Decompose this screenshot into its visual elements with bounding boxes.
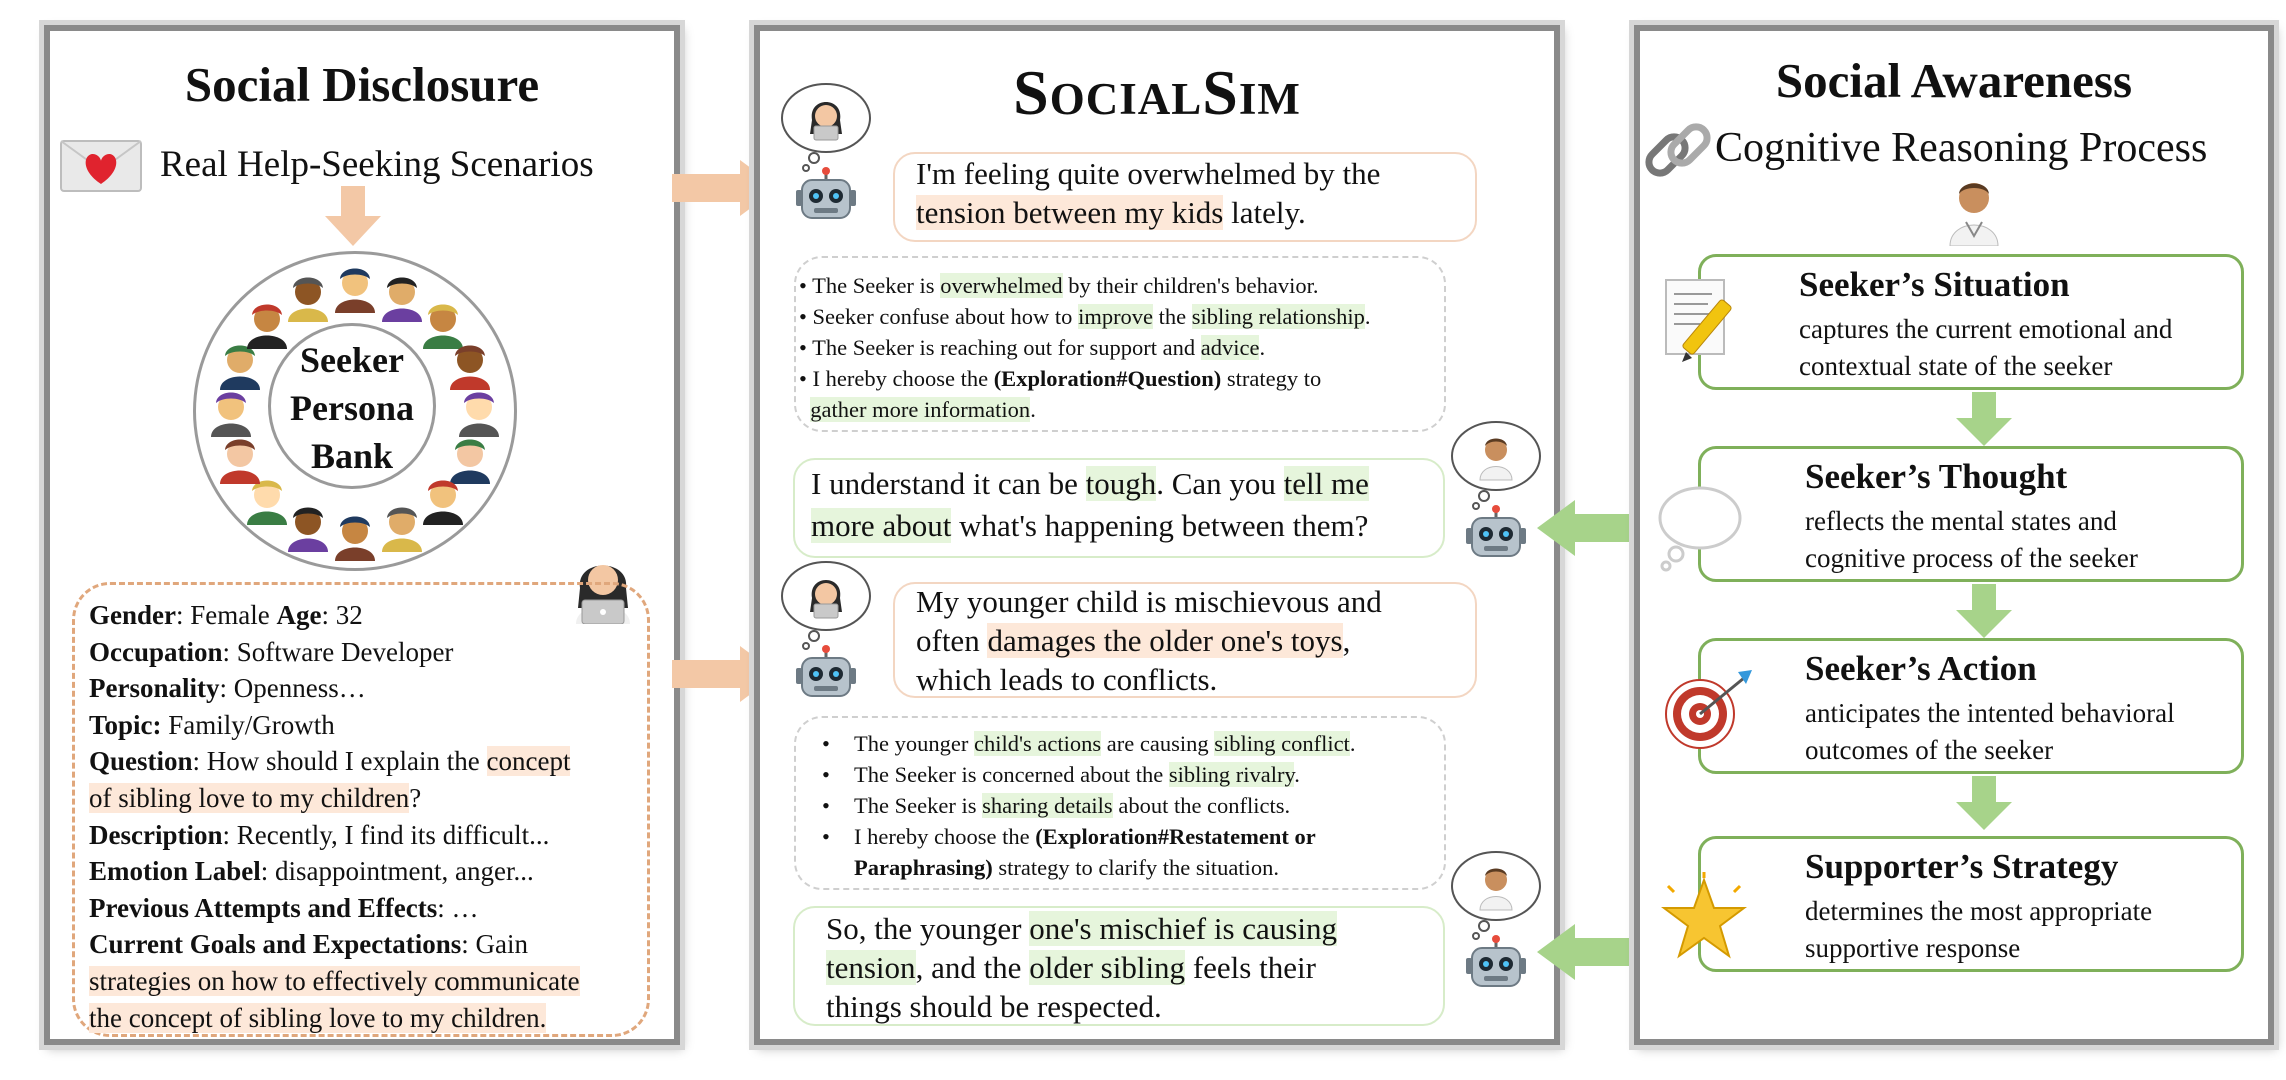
r2l4-a: I hereby choose the [854, 824, 1036, 849]
r1l2-hl2: sibling relationship [1191, 304, 1365, 329]
msg4-line1 [826, 909, 1337, 948]
down-arrow [1954, 776, 2014, 837]
goals-value: : Gain [461, 929, 529, 960]
msg4-hl2: tension [826, 950, 916, 985]
r2l1-hl2: sibling conflict [1214, 731, 1350, 756]
reason1-line5: gather more information. [810, 397, 1036, 422]
left-arrow-awareness-2 [1537, 924, 1641, 985]
stage-description [1805, 695, 2175, 769]
stage-description [1805, 893, 2152, 967]
r1l4-strategy: (Exploration#Question) [993, 366, 1222, 391]
reason2-line3: • The Seeker is sharing details about the conflicts. [822, 793, 1291, 818]
r1l4-b: strategy to [1221, 366, 1322, 391]
r2l1-hl: child's actions [973, 731, 1102, 756]
down-arrow [1954, 584, 2014, 645]
persona-card [72, 582, 650, 1037]
persona-attempts [89, 890, 647, 927]
emotion-value: : disappointment, anger... [260, 856, 534, 887]
bank-line-1: Seeker [300, 340, 404, 380]
scientist-avatar-icon [282, 270, 334, 327]
persona-bank-label [268, 336, 436, 480]
stage-box [1698, 836, 2244, 972]
persona-goals-cont-2 [89, 1000, 647, 1037]
reason2-line5 [822, 852, 1355, 883]
persona-question-cont [89, 780, 647, 817]
question-highlight: concept [486, 746, 571, 777]
msg2-hl3: more about [811, 508, 952, 543]
persona-goals [89, 926, 647, 963]
r2l3-b: about the conflicts. [1112, 793, 1291, 818]
r1l3-hl: advice [1200, 335, 1260, 360]
stage-desc-line1: determines the most appropriate [1805, 896, 2153, 926]
r2l2-a: The Seeker is concerned about the [854, 762, 1169, 787]
description-value: : Recently, I find its difficult... [222, 819, 550, 850]
supporter-message-1-text [811, 463, 1369, 547]
stage-box [1698, 638, 2244, 774]
stage-desc-line1: reflects the mental states and [1805, 506, 2117, 536]
doctor-avatar-icon [1946, 176, 2002, 251]
down-arrow [1954, 392, 2014, 453]
msg3-hl: damages the older one's toys [987, 623, 1343, 658]
msg3-a: often [916, 623, 988, 658]
left-arrow-awareness-1 [1537, 500, 1641, 561]
link-chain-icon [1640, 112, 1716, 193]
down-arrow [323, 186, 383, 253]
r2l2-hl: sibling rivalry [1168, 762, 1295, 787]
bank-line-2: Persona [290, 388, 414, 428]
supporter-robot-icon [1446, 848, 1546, 993]
stage-desc-line1: anticipates the intented behavioral [1805, 698, 2175, 728]
msg2-line2 [811, 505, 1369, 547]
r1l1-hl: overwhelmed [940, 273, 1063, 298]
seeker-robot-icon [776, 558, 876, 703]
stage-description [1799, 311, 2172, 385]
msg2-hl2: tell me [1283, 466, 1369, 501]
pilot-avatar-icon [329, 261, 381, 318]
msg4-hl3: older sibling [1029, 950, 1186, 985]
r2l3-hl: sharing details [982, 793, 1113, 818]
reason1-line3: • The Seeker is reaching out for support and advice. [799, 335, 1266, 360]
r2l1-b: are causing [1101, 731, 1215, 756]
question-label: Question [89, 746, 193, 777]
topic-label: Topic: [89, 709, 162, 740]
gender-value: : Female [176, 600, 277, 630]
persona-goals-cont [89, 963, 647, 1000]
persona-question [89, 743, 647, 780]
r1l5-hl: gather more information [810, 397, 1031, 422]
personality-value: : Openness… [219, 673, 366, 704]
msg2-a: I understand it can be [811, 466, 1086, 501]
thought-balloon-icon [1654, 478, 1750, 579]
goals-highlight-2: the concept of sibling love to my children. [89, 1002, 547, 1033]
goals-label: Current Goals and Expectations [89, 929, 462, 960]
r2l3-a: The Seeker is [854, 793, 983, 818]
envelope-heart-icon [60, 140, 142, 192]
stage-desc-line2: outcomes of the seeker [1805, 735, 2054, 765]
persona-topic [89, 707, 647, 744]
msg3-line3: which leads to conflicts. [916, 662, 1218, 697]
msg4-b: , and the [915, 950, 1030, 985]
reasoning-2-text [822, 728, 1355, 883]
stage-title: Seeker’s Thought [1805, 457, 2068, 496]
stage-title: Seeker’s Action [1805, 649, 2037, 688]
memo-icon [1660, 276, 1756, 377]
cognitive-subtitle: Cognitive Reasoning Process [1715, 125, 2208, 171]
age-value: : 32 [321, 600, 363, 630]
gender-label: Gender [89, 600, 176, 630]
stage-desc-line1: captures the current emotional and [1799, 314, 2173, 344]
personality-label: Personality [89, 673, 220, 704]
question-text: : How should I explain the [192, 746, 487, 777]
stage-title: Seeker’s Situation [1799, 265, 2070, 304]
target-icon [1660, 664, 1756, 765]
persona-occupation [89, 634, 647, 671]
r2l4-strategy: (Exploration#Restatement or [1035, 824, 1316, 849]
age-label: Age [276, 600, 322, 630]
r2l1-a: The younger [854, 731, 974, 756]
msg1-line1: I'm feeling quite overwhelmed by the [916, 156, 1381, 191]
msg1-end: lately. [1223, 195, 1306, 230]
occupation-value: : Software Developer [222, 636, 454, 667]
r1l1-a: • The Seeker is [799, 273, 941, 298]
persona-gender-age [89, 597, 647, 634]
doctor-avatar-icon [376, 500, 428, 557]
persona-personality [89, 670, 647, 707]
scenario-label: Real Help-Seeking Scenarios [160, 144, 594, 185]
r1l2-hl: improve [1078, 304, 1154, 329]
reason2-line2: • The Seeker is concerned about the sibling rivalry. [822, 762, 1300, 787]
r1l2-a: • Seeker confuse about how to [799, 304, 1079, 329]
occupation-label: Occupation [89, 636, 223, 667]
supporter-robot-icon [1446, 418, 1546, 563]
description-label: Description [89, 819, 223, 850]
r1l2-b: the [1153, 304, 1192, 329]
question-end: ? [409, 782, 422, 813]
r1l1-b: by their children's behavior. [1062, 273, 1319, 298]
social-awareness-title: Social Awareness [1775, 53, 2133, 108]
msg2-hl: tough [1085, 466, 1157, 501]
stage-description [1805, 503, 2138, 577]
msg4-a: So, the younger [826, 911, 1030, 946]
msg4-line2 [826, 948, 1337, 987]
question-highlight-2: of sibling love to my children [89, 782, 410, 813]
r2l5-b: strategy to clarify the situation. [992, 855, 1279, 880]
attempts-label: Previous Attempts and Effects [89, 892, 438, 923]
stage-title: Supporter’s Strategy [1805, 847, 2119, 886]
r2l5-strategy: Paraphrasing) [854, 855, 993, 880]
msg3-b: , [1342, 623, 1351, 658]
social-disclosure-title: Social Disclosure [184, 57, 540, 112]
stage-box [1698, 446, 2244, 582]
r1l4-a: • I hereby choose the [799, 366, 994, 391]
reason2-line1: • The younger child's actions are causing sibling conflict. [822, 731, 1356, 756]
seeker-message-1-text [916, 154, 1380, 232]
attempts-value: : … [437, 892, 479, 923]
reason1-line4 [799, 363, 1371, 394]
persona-description [89, 817, 647, 854]
msg2-end: what's happening between them? [951, 508, 1369, 543]
emotion-label: Emotion Label [89, 856, 261, 887]
persona-emotion [89, 853, 647, 890]
msg4-hl: one's mischief is causing [1029, 911, 1337, 946]
r1l3-a: • The Seeker is reaching out for support and [799, 335, 1201, 360]
msg2-b: . Can you [1156, 466, 1284, 501]
star-icon [1660, 872, 1756, 973]
socialsim-title: SocialSim [1013, 57, 1301, 128]
topic-value: Family/Growth [161, 709, 335, 740]
stage-desc-line2: contextual state of the seeker [1799, 351, 2113, 381]
goals-highlight: strategies on how to effectively communicate [89, 965, 580, 996]
msg4-line3: things should be respected. [826, 989, 1162, 1024]
reason1-line2: • Seeker confuse about how to improve the sibling relationship. [799, 304, 1371, 329]
reasoning-1-text [799, 270, 1371, 425]
astronaut-avatar-icon [329, 509, 381, 566]
reason1-line1 [799, 270, 1371, 301]
bank-line-3: Bank [310, 436, 394, 476]
reason2-line4: • I hereby choose the (Exploration#Restatement or [822, 824, 1316, 849]
stage-box [1698, 254, 2244, 390]
stage-desc-line2: cognitive process of the seeker [1805, 543, 2138, 573]
msg1-highlight: tension between my kids [916, 195, 1224, 230]
msg1-line2 [916, 193, 1380, 232]
msg2-line1 [811, 463, 1369, 505]
msg4-c: feels their [1185, 950, 1316, 985]
msg3-line1: My younger child is mischievous and [916, 584, 1382, 619]
stage-desc-line2: supportive response [1805, 933, 2021, 963]
msg3-line2 [916, 621, 1382, 660]
seeker-message-2-text [916, 582, 1382, 699]
supporter-message-2-text [826, 909, 1337, 1026]
seeker-robot-icon [776, 80, 876, 225]
